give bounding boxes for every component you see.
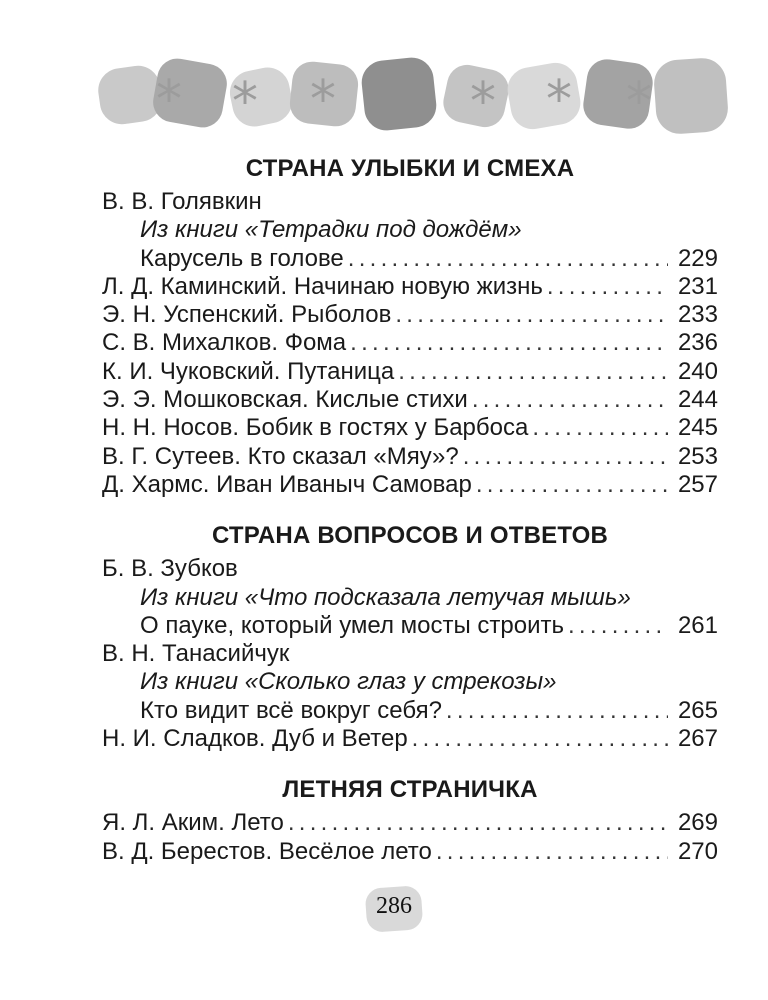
book-subtitle [102,668,718,696]
page-folio-number: 286 [376,893,412,919]
page-number: 229 [677,244,718,272]
leader-dots [436,838,668,866]
leader-dots [395,301,668,329]
toc-entry[interactable] [102,725,718,753]
entry-text: В. В. Голявкин [102,188,262,215]
page-number: 244 [677,386,718,414]
toc-entry[interactable] [102,414,718,442]
page-number: 270 [677,837,718,865]
entry-text: Кто видит всё вокруг себя? [140,696,442,724]
leader-dots [350,329,668,357]
book-subtitle [102,216,718,244]
toc-entry[interactable] [102,329,718,357]
page-number: 231 [677,272,718,300]
toc-entry[interactable] [102,443,718,471]
entry-text: К. И. Чуковский. Путаница [102,357,395,385]
entry-text: Н. Н. Носов. Бобик в гостях у Барбоса [102,414,529,442]
toc-entry[interactable] [102,809,718,837]
entry-text: В. Н. Танасийчук [102,640,290,668]
entry-text: В. Г. Сутеев. Кто сказал «Мяу»? [102,442,459,470]
entry-text: Н. И. Сладков. Дуб и Ветер [102,725,408,753]
toc-entry[interactable] [102,386,718,414]
asterisk-icon: * [470,72,496,132]
toc-entry[interactable] [102,640,718,668]
page-number: 265 [677,696,718,724]
page-number: 257 [677,470,718,498]
entry-text: Из книги «Сколько глаз у стрекозы» [140,668,557,696]
section-spacer [102,753,718,771]
toc-entry[interactable] [102,471,718,499]
leader-dots [463,443,668,471]
page-number: 236 [677,329,718,357]
leader-dots [288,809,668,837]
page-number: 240 [677,357,718,385]
entry-text: Э. Э. Мошковская. Кислые стихи [102,386,468,414]
leader-dots [532,414,668,442]
entry-text: Л. Д. Каминский. Начинаю новую жизнь [102,272,543,300]
toc-entry[interactable] [102,612,718,640]
entry-text: О пауке, который умел мосты строить [140,611,564,639]
leader-dots [568,612,668,640]
toc-entry[interactable] [102,188,718,216]
toc-entry[interactable] [102,273,718,301]
table-of-contents [102,150,718,866]
leader-dots [547,273,668,301]
toc-entry[interactable] [102,245,718,273]
book-subtitle [102,584,718,612]
leader-dots [472,386,668,414]
toc-entry[interactable] [102,358,718,386]
page-number: 269 [677,809,718,837]
entry-text: С. В. Михалков. Фома [102,329,347,357]
leader-dots [398,358,668,386]
asterisk-icon: * [156,70,182,130]
page-number: 261 [677,611,718,639]
entry-text: Из книги «Тетрадки под дождём» [140,216,522,244]
page-number: 233 [677,301,718,329]
section-title: СТРАНА ВОПРОСОВ И ОТВЕТОВ [211,522,609,550]
page-number: 267 [677,725,718,753]
leader-dots [446,697,668,725]
asterisk-icon: * [310,70,336,130]
leader-dots [348,245,668,273]
section-title: ЛЕТНЯЯ СТРАНИЧКА [282,776,538,804]
toc-entry[interactable] [102,555,718,583]
asterisk-icon: * [232,72,258,132]
page-number: 245 [677,414,718,442]
toc-entry[interactable] [102,697,718,725]
section-spacer [102,499,718,517]
toc-entry[interactable] [102,301,718,329]
entry-text: Б. В. Зубков [102,555,238,583]
leader-dots [476,471,668,499]
entry-text: В. Д. Берестов. Весёлое лето [102,837,432,865]
asterisk-icon: * [626,72,652,132]
entry-text: Д. Хармс. Иван Иваныч Самовар [102,470,472,498]
toc-entry[interactable] [102,838,718,866]
decorative-banner [95,55,735,140]
entry-text: Я. Л. Аким. Лето [102,809,284,837]
entry-text: Э. Н. Успенский. Рыболов [102,301,392,329]
section-title: СТРАНА УЛЫБКИ И СМЕХА [245,155,575,182]
entry-text: Из книги «Что подсказала летучая мышь» [140,583,631,611]
page-number: 253 [677,442,718,470]
entry-text: Карусель в голове [140,244,344,272]
leader-dots [412,725,668,753]
asterisk-icon: * [546,70,572,130]
